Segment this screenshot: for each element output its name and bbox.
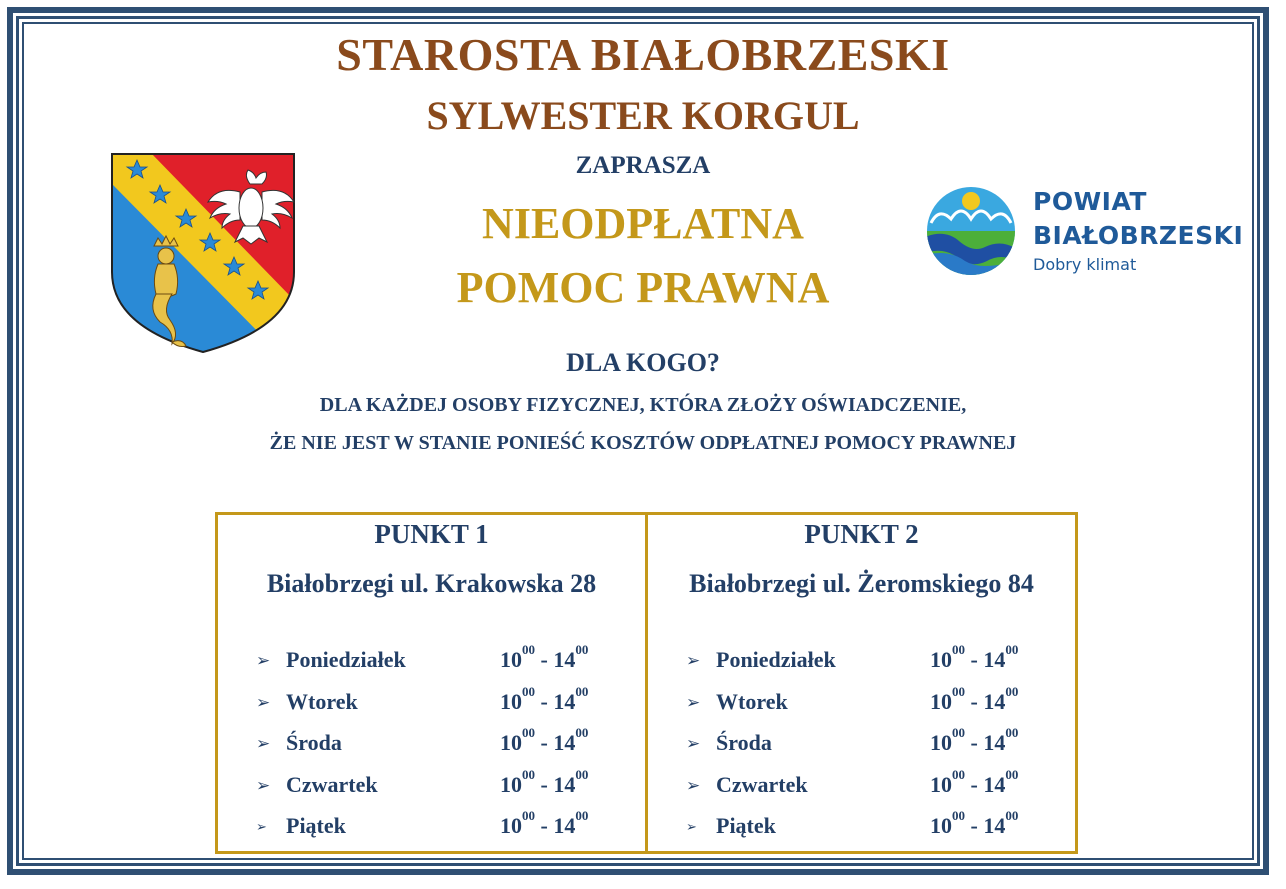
page-subtitle-name: SYLWESTER KORGUL — [426, 93, 860, 138]
schedule-hours: $10^{00} - 14^{00}$ — [500, 767, 589, 797]
schedule-hours: $10^{00} - 14^{00}$ — [500, 808, 589, 838]
logo-line2: BIAŁOBRZESKI — [1033, 221, 1244, 250]
schedule-row — [256, 684, 636, 719]
schedule-day: Poniedziałek — [716, 647, 836, 672]
schedule-day: Wtorek — [716, 689, 788, 714]
arrow-bullet-icon: ➢ — [686, 820, 697, 835]
headline-line1: NIEODPŁATNA — [482, 199, 804, 248]
arrow-bullet-icon: ➢ — [686, 734, 701, 754]
schedule-row — [256, 767, 636, 802]
schedule-day: Poniedziałek — [286, 647, 406, 672]
arrow-bullet-icon: ➢ — [686, 776, 701, 796]
schedule-hours: $10^{00} - 14^{00}$ — [500, 642, 589, 672]
arrow-bullet-icon: ➢ — [256, 820, 267, 835]
schedule-day: Piątek — [286, 813, 346, 838]
schedule-row — [686, 767, 1066, 802]
audience-question: DLA KOGO? — [566, 348, 720, 377]
schedule-day: Wtorek — [286, 689, 358, 714]
headline-line2: POMOC PRAWNA — [456, 263, 830, 312]
page-title: STAROSTA BIAŁOBRZESKI — [336, 29, 950, 80]
schedule-row — [686, 808, 1066, 843]
schedule-row — [686, 684, 1066, 719]
schedule-day: Środa — [286, 730, 342, 755]
point-address: Białobrzegi ul. Żeromskiego 84 — [689, 569, 1034, 598]
schedule-hours: $10^{00} - 14^{00}$ — [930, 767, 1019, 797]
schedule-row — [256, 642, 636, 677]
schedule-day: Piątek — [716, 813, 776, 838]
point-title: PUNKT 1 — [374, 519, 489, 549]
audience-line1: DLA KAŻDEJ OSOBY FIZYCZNEJ, KTÓRA ZŁOŻY OŚWIADCZENIE, — [319, 394, 967, 416]
schedule-hours: $10^{00} - 14^{00}$ — [930, 808, 1019, 838]
schedule-hours: $10^{00} - 14^{00}$ — [930, 684, 1019, 714]
schedule-row — [256, 725, 636, 760]
schedule-hours: $10^{00} - 14^{00}$ — [930, 725, 1019, 755]
schedule-hours: $10^{00} - 14^{00}$ — [500, 684, 589, 714]
schedule-row — [256, 808, 636, 843]
logo-slogan: Dobry klimat — [1033, 255, 1137, 274]
point-title: PUNKT 2 — [804, 519, 919, 549]
point-1-box — [215, 512, 648, 854]
schedule-day: Środa — [716, 730, 772, 755]
coat-of-arms-icon — [110, 152, 296, 354]
logo-line1: POWIAT — [1033, 187, 1147, 216]
audience-line2: ŻE NIE JEST W STANIE PONIEŚĆ KOSZTÓW ODPŁATNEJ POMOCY PRAWNEJ — [269, 432, 1017, 454]
schedule-row — [686, 642, 1066, 677]
invite-text: ZAPRASZA — [575, 152, 711, 179]
powiat-emblem-icon — [925, 185, 1017, 277]
arrow-bullet-icon: ➢ — [256, 651, 271, 671]
point-2-box — [645, 512, 1078, 854]
schedule-day: Czwartek — [716, 772, 808, 797]
arrow-bullet-icon: ➢ — [686, 693, 701, 713]
schedule-row — [686, 725, 1066, 760]
arrow-bullet-icon: ➢ — [256, 734, 271, 754]
arrow-bullet-icon: ➢ — [256, 693, 271, 713]
schedule-day: Czwartek — [286, 772, 378, 797]
arrow-bullet-icon: ➢ — [256, 776, 271, 796]
arrow-bullet-icon: ➢ — [686, 651, 701, 671]
point-address: Białobrzegi ul. Krakowska 28 — [266, 569, 597, 598]
powiat-logo — [925, 185, 1245, 280]
schedule-hours: $10^{00} - 14^{00}$ — [500, 725, 589, 755]
schedule-hours: $10^{00} - 14^{00}$ — [930, 642, 1019, 672]
